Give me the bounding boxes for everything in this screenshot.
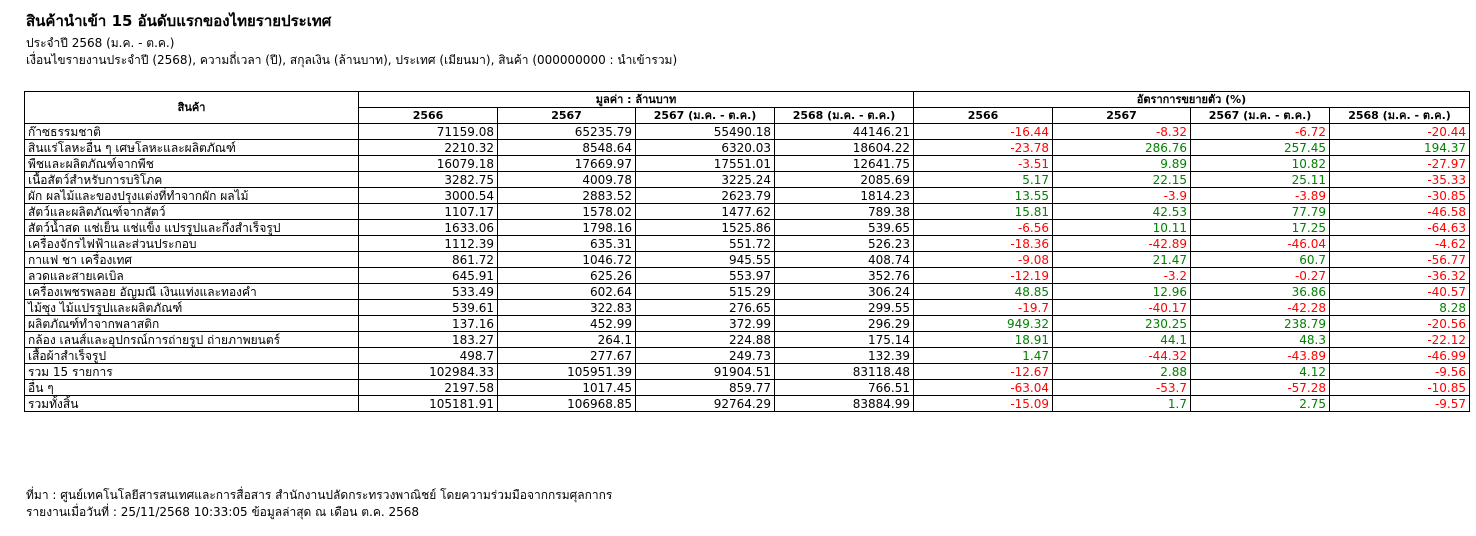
- growth-col-header: 2567 (ม.ค. - ต.ค.): [1191, 108, 1330, 124]
- growth-cell: -10.85: [1330, 380, 1470, 396]
- product-name-cell: ลวดและสายเคเบิล: [25, 268, 359, 284]
- value-cell: 539.61: [359, 300, 498, 316]
- growth-cell: -0.27: [1191, 268, 1330, 284]
- value-cell: 1107.17: [359, 204, 498, 220]
- value-group-header: มูลค่า : ล้านบาท: [359, 92, 914, 108]
- growth-cell: -12.67: [914, 364, 1053, 380]
- growth-cell: -9.08: [914, 252, 1053, 268]
- value-cell: 2210.32: [359, 140, 498, 156]
- growth-cell: -27.97: [1330, 156, 1470, 172]
- table-row: [25, 348, 1470, 364]
- value-cell: 1798.16: [498, 220, 636, 236]
- product-name-cell: เครื่องจักรไฟฟ้าและส่วนประกอบ: [25, 236, 359, 252]
- value-cell: 635.31: [498, 236, 636, 252]
- growth-cell: 238.79: [1191, 316, 1330, 332]
- growth-cell: 44.1: [1053, 332, 1191, 348]
- value-cell: 16079.18: [359, 156, 498, 172]
- value-cell: 264.1: [498, 332, 636, 348]
- growth-cell: 36.86: [1191, 284, 1330, 300]
- value-cell: 102984.33: [359, 364, 498, 380]
- growth-cell: -9.56: [1330, 364, 1470, 380]
- growth-cell: -43.89: [1191, 348, 1330, 364]
- value-cell: 55490.18: [636, 124, 775, 140]
- value-cell: 498.7: [359, 348, 498, 364]
- growth-cell: 10.82: [1191, 156, 1330, 172]
- value-cell: 83118.48: [775, 364, 914, 380]
- table-row: [25, 220, 1470, 236]
- product-name-cell: สัตว์น้ำสด แช่เย็น แช่แข็ง แปรรูปและกึ่งสำเร็จรูป: [25, 220, 359, 236]
- value-cell: 92764.29: [636, 396, 775, 412]
- value-cell: 452.99: [498, 316, 636, 332]
- growth-cell: 2.75: [1191, 396, 1330, 412]
- value-cell: 526.23: [775, 236, 914, 252]
- growth-cell: -9.57: [1330, 396, 1470, 412]
- product-name-cell: อื่น ๆ: [25, 380, 359, 396]
- growth-cell: 60.7: [1191, 252, 1330, 268]
- product-name-cell: ก๊าซธรรมชาติ: [25, 124, 359, 140]
- value-cell: 132.39: [775, 348, 914, 364]
- value-cell: 553.97: [636, 268, 775, 284]
- value-cell: 3282.75: [359, 172, 498, 188]
- value-cell: 4009.78: [498, 172, 636, 188]
- value-cell: 91904.51: [636, 364, 775, 380]
- product-name-cell: กาแฟ ชา เครื่องเทศ: [25, 252, 359, 268]
- value-cell: 1633.06: [359, 220, 498, 236]
- value-cell: 299.55: [775, 300, 914, 316]
- growth-cell: 48.3: [1191, 332, 1330, 348]
- value-cell: 137.16: [359, 316, 498, 332]
- growth-cell: -42.89: [1053, 236, 1191, 252]
- growth-cell: -46.58: [1330, 204, 1470, 220]
- value-cell: 8548.64: [498, 140, 636, 156]
- source-note: ที่มา : ศูนย์เทคโนโลยีสารสนเทศและการสื่อสาร สำนักงานปลัดกระทรวงพาณิชย์ โดยความร่วมมือจากกรมศุลกากร: [26, 488, 613, 502]
- product-name-cell: เนื้อสัตว์สำหรับการบริโภค: [25, 172, 359, 188]
- report-timestamp: รายงานเมื่อวันที่ : 25/11/2568 10:33:05 ข้อมูลล่าสุด ณ เดือน ต.ค. 2568: [26, 505, 420, 519]
- value-cell: 1017.45: [498, 380, 636, 396]
- growth-cell: 8.28: [1330, 300, 1470, 316]
- growth-cell: 1.7: [1053, 396, 1191, 412]
- value-cell: 175.14: [775, 332, 914, 348]
- growth-cell: -57.28: [1191, 380, 1330, 396]
- growth-col-header: 2567: [1053, 108, 1191, 124]
- table-row: [25, 188, 1470, 204]
- product-name-cell: รวมทั้งสิ้น: [25, 396, 359, 412]
- growth-cell: 25.11: [1191, 172, 1330, 188]
- value-cell: 645.91: [359, 268, 498, 284]
- value-cell: 1112.39: [359, 236, 498, 252]
- growth-cell: -15.09: [914, 396, 1053, 412]
- table-body: [25, 124, 1470, 412]
- growth-cell: 42.53: [1053, 204, 1191, 220]
- value-cell: 602.64: [498, 284, 636, 300]
- value-cell: 766.51: [775, 380, 914, 396]
- table-row: [25, 204, 1470, 220]
- value-cell: 352.76: [775, 268, 914, 284]
- value-cell: 372.99: [636, 316, 775, 332]
- growth-cell: -22.12: [1330, 332, 1470, 348]
- growth-cell: 12.96: [1053, 284, 1191, 300]
- growth-cell: -44.32: [1053, 348, 1191, 364]
- value-cell: 408.74: [775, 252, 914, 268]
- value-cell: 44146.21: [775, 124, 914, 140]
- value-cell: 18604.22: [775, 140, 914, 156]
- value-cell: 945.55: [636, 252, 775, 268]
- growth-cell: -18.36: [914, 236, 1053, 252]
- growth-cell: 22.15: [1053, 172, 1191, 188]
- growth-cell: -12.19: [914, 268, 1053, 284]
- product-name-cell: สินแร่โลหะอื่น ๆ เศษโลหะและผลิตภัณฑ์: [25, 140, 359, 156]
- growth-cell: 21.47: [1053, 252, 1191, 268]
- growth-cell: 17.25: [1191, 220, 1330, 236]
- value-cell: 1525.86: [636, 220, 775, 236]
- growth-cell: 18.91: [914, 332, 1053, 348]
- value-cell: 71159.08: [359, 124, 498, 140]
- value-cell: 65235.79: [498, 124, 636, 140]
- value-cell: 1046.72: [498, 252, 636, 268]
- growth-cell: 9.89: [1053, 156, 1191, 172]
- value-cell: 276.65: [636, 300, 775, 316]
- value-cell: 12641.75: [775, 156, 914, 172]
- growth-cell: -35.33: [1330, 172, 1470, 188]
- product-column-header: สินค้า: [25, 92, 359, 124]
- growth-cell: -6.56: [914, 220, 1053, 236]
- growth-cell: -8.32: [1053, 124, 1191, 140]
- growth-cell: -20.56: [1330, 316, 1470, 332]
- value-cell: 1578.02: [498, 204, 636, 220]
- growth-cell: 10.11: [1053, 220, 1191, 236]
- growth-cell: 1.47: [914, 348, 1053, 364]
- value-cell: 105951.39: [498, 364, 636, 380]
- value-cell: 789.38: [775, 204, 914, 220]
- growth-cell: 77.79: [1191, 204, 1330, 220]
- growth-cell: 15.81: [914, 204, 1053, 220]
- report-title: สินค้านำเข้า 15 อันดับแรกของไทยรายประเทศ: [26, 12, 332, 30]
- value-cell: 3225.24: [636, 172, 775, 188]
- growth-cell: -3.51: [914, 156, 1053, 172]
- value-cell: 106968.85: [498, 396, 636, 412]
- growth-cell: 2.88: [1053, 364, 1191, 380]
- value-cell: 2883.52: [498, 188, 636, 204]
- growth-cell: -3.9: [1053, 188, 1191, 204]
- table-row: [25, 252, 1470, 268]
- value-cell: 859.77: [636, 380, 775, 396]
- value-cell: 6320.03: [636, 140, 775, 156]
- growth-cell: -46.04: [1191, 236, 1330, 252]
- value-cell: 1477.62: [636, 204, 775, 220]
- value-cell: 1814.23: [775, 188, 914, 204]
- value-col-header: 2567 (ม.ค. - ต.ค.): [636, 108, 775, 124]
- table-row: [25, 380, 1470, 396]
- growth-cell: -30.85: [1330, 188, 1470, 204]
- product-name-cell: รวม 15 รายการ: [25, 364, 359, 380]
- table-row: [25, 268, 1470, 284]
- growth-cell: -40.17: [1053, 300, 1191, 316]
- table-row: [25, 172, 1470, 188]
- product-name-cell: เครื่องเพชรพลอย อัญมณี เงินแท่งและทองคำ: [25, 284, 359, 300]
- value-cell: 2085.69: [775, 172, 914, 188]
- table-row: [25, 236, 1470, 252]
- value-cell: 249.73: [636, 348, 775, 364]
- table-row: [25, 156, 1470, 172]
- table-row: [25, 284, 1470, 300]
- value-cell: 533.49: [359, 284, 498, 300]
- value-col-header: 2567: [498, 108, 636, 124]
- growth-col-header: 2566: [914, 108, 1053, 124]
- growth-cell: -16.44: [914, 124, 1053, 140]
- value-cell: 2197.58: [359, 380, 498, 396]
- table-row: [25, 140, 1470, 156]
- growth-cell: 949.32: [914, 316, 1053, 332]
- growth-cell: -3.89: [1191, 188, 1330, 204]
- growth-cell: -63.04: [914, 380, 1053, 396]
- growth-cell: -20.44: [1330, 124, 1470, 140]
- report-period: ประจำปี 2568 (ม.ค. - ต.ค.): [26, 36, 175, 50]
- value-cell: 17669.97: [498, 156, 636, 172]
- growth-group-header: อัตราการขยายตัว (%): [914, 92, 1470, 108]
- value-cell: 17551.01: [636, 156, 775, 172]
- value-cell: 224.88: [636, 332, 775, 348]
- growth-col-header: 2568 (ม.ค. - ต.ค.): [1330, 108, 1470, 124]
- growth-cell: 230.25: [1053, 316, 1191, 332]
- growth-cell: -23.78: [914, 140, 1053, 156]
- growth-cell: -64.63: [1330, 220, 1470, 236]
- growth-cell: -53.7: [1053, 380, 1191, 396]
- product-name-cell: พืชและผลิตภัณฑ์จากพืช: [25, 156, 359, 172]
- value-cell: 306.24: [775, 284, 914, 300]
- table-row: [25, 364, 1470, 380]
- growth-cell: -3.2: [1053, 268, 1191, 284]
- growth-cell: 4.12: [1191, 364, 1330, 380]
- table-row: [25, 316, 1470, 332]
- product-name-cell: ผลิตภัณฑ์ทำจากพลาสติก: [25, 316, 359, 332]
- value-cell: 3000.54: [359, 188, 498, 204]
- report-conditions: เงื่อนไขรายงานประจำปี (2568), ความถี่เวลา (ปี), สกุลเงิน (ล้านบาท), ประเทศ (เมียนมา), สินค้า (000000000 : นำเข้ารวม): [26, 53, 678, 67]
- value-cell: 277.67: [498, 348, 636, 364]
- import-table: [24, 91, 1470, 412]
- product-name-cell: ไม้ซุง ไม้แปรรูปและผลิตภัณฑ์: [25, 300, 359, 316]
- table-row: [25, 124, 1470, 140]
- product-name-cell: กล้อง เลนส์และอุปกรณ์การถ่ายรูป ถ่ายภาพยนตร์: [25, 332, 359, 348]
- growth-cell: 194.37: [1330, 140, 1470, 156]
- growth-cell: -46.99: [1330, 348, 1470, 364]
- product-name-cell: สัตว์และผลิตภัณฑ์จากสัตว์: [25, 204, 359, 220]
- growth-cell: -42.28: [1191, 300, 1330, 316]
- product-name-cell: ผัก ผลไม้และของปรุงแต่งที่ทำจากผัก ผลไม้: [25, 188, 359, 204]
- value-cell: 296.29: [775, 316, 914, 332]
- value-cell: 105181.91: [359, 396, 498, 412]
- value-cell: 515.29: [636, 284, 775, 300]
- value-cell: 2623.79: [636, 188, 775, 204]
- growth-cell: -4.62: [1330, 236, 1470, 252]
- table-row: [25, 300, 1470, 316]
- value-cell: 625.26: [498, 268, 636, 284]
- value-cell: 83884.99: [775, 396, 914, 412]
- growth-cell: -36.32: [1330, 268, 1470, 284]
- product-name-cell: เสื้อผ้าสำเร็จรูป: [25, 348, 359, 364]
- table-row: [25, 396, 1470, 412]
- growth-cell: -56.77: [1330, 252, 1470, 268]
- growth-cell: 13.55: [914, 188, 1053, 204]
- value-cell: 861.72: [359, 252, 498, 268]
- growth-cell: 286.76: [1053, 140, 1191, 156]
- value-cell: 539.65: [775, 220, 914, 236]
- growth-cell: -6.72: [1191, 124, 1330, 140]
- table-row: [25, 332, 1470, 348]
- growth-cell: 257.45: [1191, 140, 1330, 156]
- growth-cell: -19.7: [914, 300, 1053, 316]
- growth-cell: 5.17: [914, 172, 1053, 188]
- value-cell: 551.72: [636, 236, 775, 252]
- growth-cell: -40.57: [1330, 284, 1470, 300]
- value-cell: 322.83: [498, 300, 636, 316]
- growth-cell: 48.85: [914, 284, 1053, 300]
- value-col-header: 2566: [359, 108, 498, 124]
- value-col-header: 2568 (ม.ค. - ต.ค.): [775, 108, 914, 124]
- value-cell: 183.27: [359, 332, 498, 348]
